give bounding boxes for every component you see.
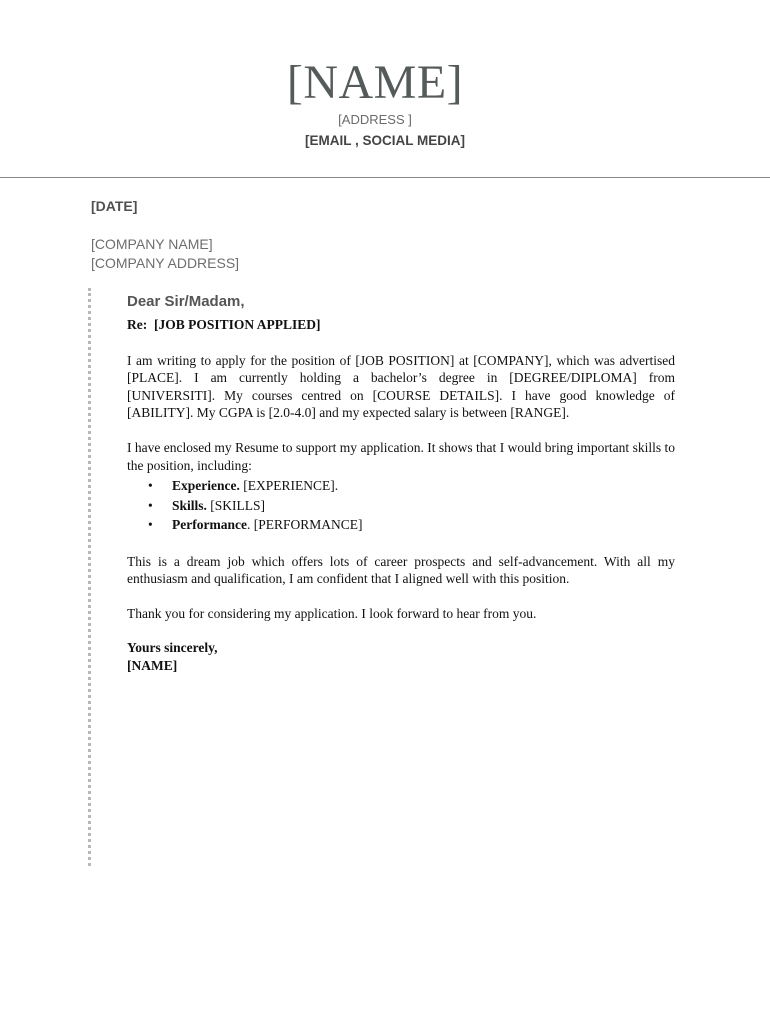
paragraph-motivation: This is a dream job which offers lots of career prospects and self-advancement. With all my enthusiasm and qualification, I am confident that I aligned well with this position.	[127, 553, 675, 587]
letter-body	[127, 292, 675, 675]
dotted-margin-line	[88, 288, 91, 866]
closing-line: Yours sincerely,	[127, 640, 218, 656]
list-item-label: Performance	[172, 517, 247, 533]
subject-line	[127, 316, 675, 334]
list-item-value: . [PERFORMANCE]	[246, 517, 363, 533]
signature-name: [NAME]	[127, 658, 178, 674]
bullet-icon: •	[148, 497, 153, 513]
recipient-block	[91, 235, 239, 273]
header-divider	[0, 177, 770, 178]
list-item	[127, 496, 675, 516]
paragraph-resume: I have enclosed my Resume to support my application. It shows that I would bring important skills to the position, including:	[127, 439, 675, 473]
paragraph-thanks: Thank you for considering my application. I look forward to hear from you.	[127, 605, 537, 621]
salutation: Dear Sir/Madam,	[127, 293, 245, 310]
applicant-name: [NAME]	[286, 56, 464, 109]
list-item	[127, 476, 675, 496]
list-item-label: Skills.	[172, 497, 207, 513]
paragraph-application: I am writing to apply for the position of [JOB POSITION] at [COMPANY], which was advertised [PLACE]. I am currently holding a bachelor’s degree in [DEGREE/DIPLOMA] from [UNIVERSITI]. My courses centred on [COURSE DETAILS]. I have good knowledge of [ABILITY]. My CGPA is [2.0-4.0] and my expected salary is between [RANGE].	[127, 352, 675, 421]
company-name: [COMPANY NAME]	[91, 236, 213, 252]
subject-value: [JOB POSITION APPLIED]	[154, 317, 321, 332]
list-item-value: [SKILLS]	[210, 497, 266, 513]
list-item	[127, 515, 675, 535]
applicant-address: [ADDRESS ]	[338, 112, 412, 127]
company-address: [COMPANY ADDRESS]	[91, 255, 240, 271]
letter-date: [DATE]	[91, 198, 138, 214]
applicant-contact: [EMAIL , SOCIAL MEDIA]	[304, 133, 465, 148]
subject-label: Re:	[127, 317, 148, 332]
bullet-icon: •	[148, 478, 153, 494]
list-item-label: Experience.	[172, 478, 240, 494]
list-item-value: [EXPERIENCE].	[243, 478, 339, 494]
bullet-icon: •	[148, 517, 153, 533]
skills-list	[127, 476, 675, 535]
